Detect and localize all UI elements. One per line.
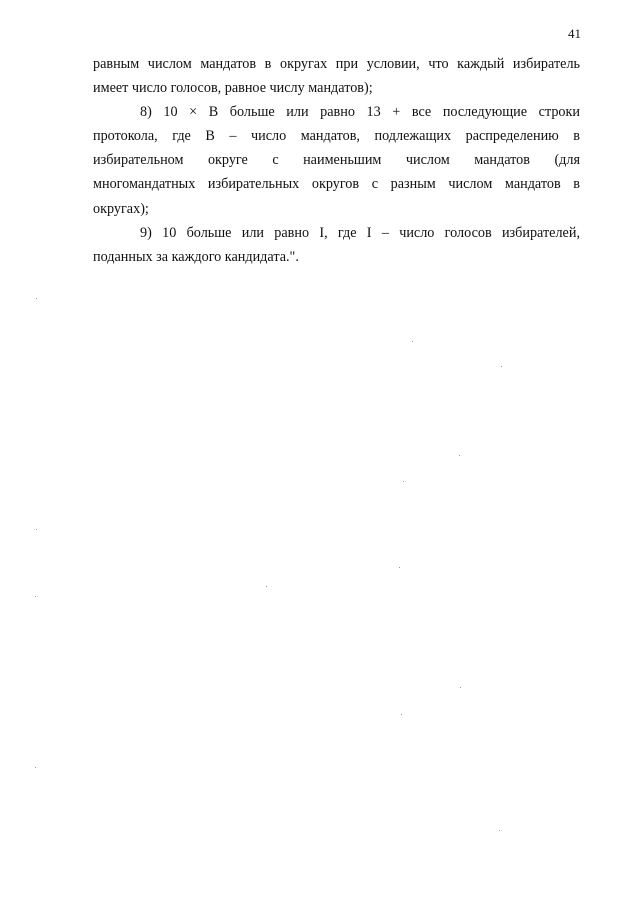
scan-speck	[460, 687, 461, 688]
text-line: 9) 10 больше или равно I, где I – число голосов избирателей,	[140, 224, 580, 241]
scan-speck	[499, 830, 500, 831]
text-line: многомандатных избирательных округов с разным числом мандатов в	[93, 176, 580, 193]
scan-speck	[266, 586, 267, 587]
scan-speck	[399, 567, 400, 568]
text-line: 8) 10 × B больше или равно 13 + все последующие строки	[140, 104, 580, 121]
text-line: протокола, где B – число мандатов, подлежащих распределению в	[93, 128, 580, 145]
scan-speck	[36, 529, 37, 530]
document-text	[93, 52, 580, 269]
scan-speck	[35, 596, 36, 597]
paragraph-item-8	[93, 100, 580, 220]
page-number: 41	[568, 26, 581, 41]
scan-speck	[36, 298, 37, 299]
scan-speck	[403, 481, 404, 482]
scan-speck	[459, 455, 460, 456]
scan-speck	[401, 714, 402, 715]
paragraph-continuation	[93, 52, 580, 100]
scan-speck	[35, 767, 36, 768]
paragraph-item-9	[93, 221, 580, 269]
scan-speck	[412, 341, 413, 342]
text-line: избирательном округе с наименьшим числом мандатов (для	[93, 152, 580, 169]
text-line: имеет число голосов, равное числу мандатов);	[93, 80, 373, 97]
text-line: поданных за каждого кандидата.".	[93, 248, 299, 265]
scan-speck	[501, 366, 502, 367]
text-line: округах);	[93, 200, 149, 217]
text-line: равным числом мандатов в округах при условии, что каждый избиратель	[93, 56, 580, 72]
